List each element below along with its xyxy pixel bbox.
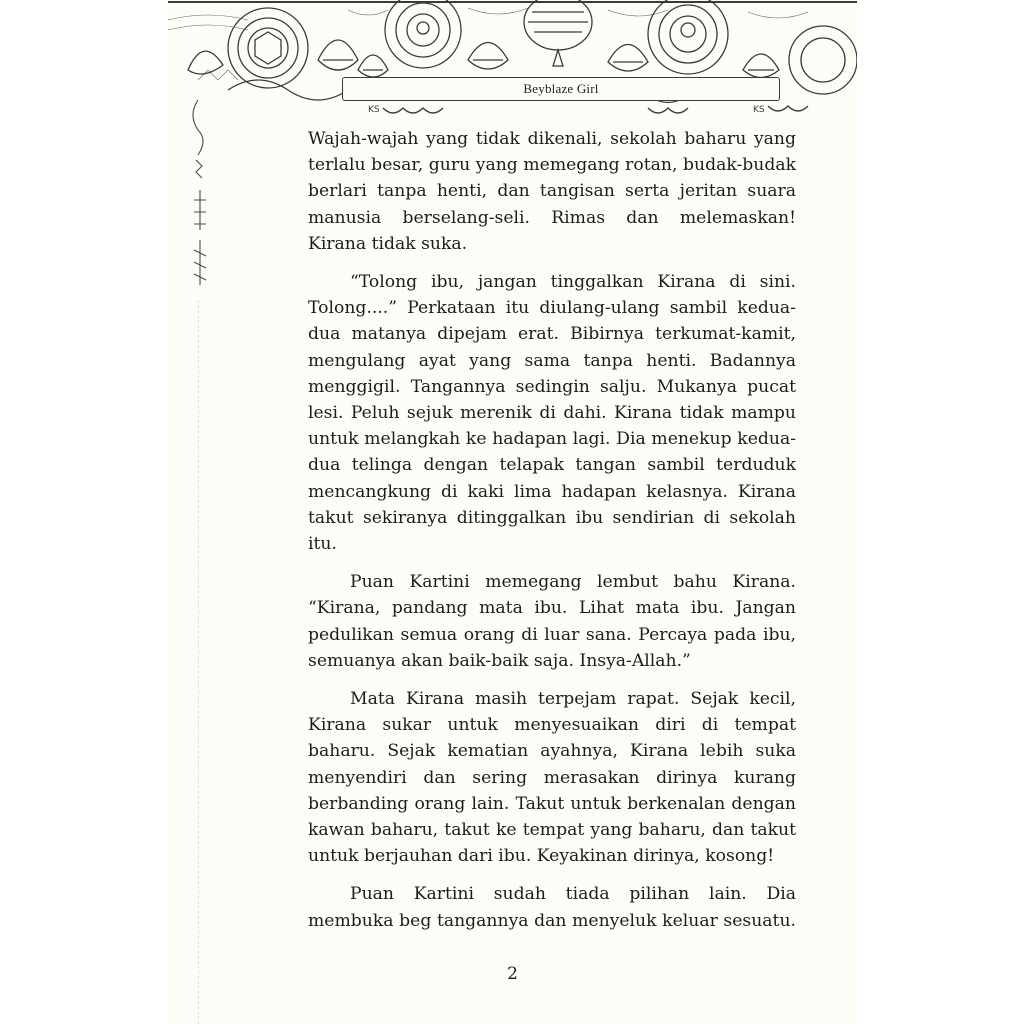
page-number: 2 <box>507 964 518 984</box>
paragraph-1: Wajah-wajah yang tidak dikenali, sekolah baharu yang terlalu besar, guru yang memegang rotan, budak-budak berlari tanpa henti, dan tangisan serta jeritan suara manusia berselang-seli. Rimas dan melemaskan! Kirana tidak suka. <box>308 129 796 254</box>
svg-text:KS: KS <box>368 105 380 115</box>
floral-header-illustration <box>168 0 857 120</box>
book-title: Beyblaze Girl <box>523 81 599 96</box>
paragraph-5: Puan Kartini sudah tiada pilihan lain. Dia membuka beg tangannya dan menyeluk keluar sesuatu. <box>308 884 796 931</box>
side-margin-illustration <box>178 100 238 290</box>
page-gutter-line <box>198 300 199 1024</box>
paragraph-4: Mata Kirana masih terpejam rapat. Sejak kecil, Kirana sukar untuk menyesuaikan diri di tempat baharu. Sejak kematian ayahnya, Kirana lebih suka menyendiri dan sering merasakan dirinya kurang berbanding orang lain. Takut untuk berkenalan dengan kawan baharu, takut ke tempat yang baharu, dan takut untuk berjauhan dari ibu. Keyakinan dirinya, kosong! <box>308 689 796 867</box>
book-page <box>168 0 857 1024</box>
running-header-banner <box>342 77 780 101</box>
svg-text:KS: KS <box>753 105 765 115</box>
chapter-body-text <box>308 126 796 946</box>
paragraph-3: Puan Kartini memegang lembut bahu Kirana. “Kirana, pandang mata ibu. Lihat mata ibu. Jangan pedulikan semua orang di luar sana. Percaya pada ibu, semuanya akan baik-baik saja. Insya-Allah.” <box>308 572 796 671</box>
paragraph-2: “Tolong ibu, jangan tinggalkan Kirana di sini. Tolong....” Perkataan itu diulang-ulang sambil kedua-dua matanya dipejam erat. Bibirnya terkumat-kamit, mengulang ayat yang sama tanpa henti. Badannya menggigil. Tangannya sedingin salju. Mukanya pucat lesi. Peluh sejuk merenik di dahi. Kirana tidak mampu untuk melangkah ke hadapan lagi. Dia menekup kedua-dua telinga dengan telapak tangan sambil terduduk mencangkung di kaki lima hadapan kelasnya. Kirana takut sekiranya ditinggalkan ibu sendirian di sekolah itu. <box>308 272 796 555</box>
